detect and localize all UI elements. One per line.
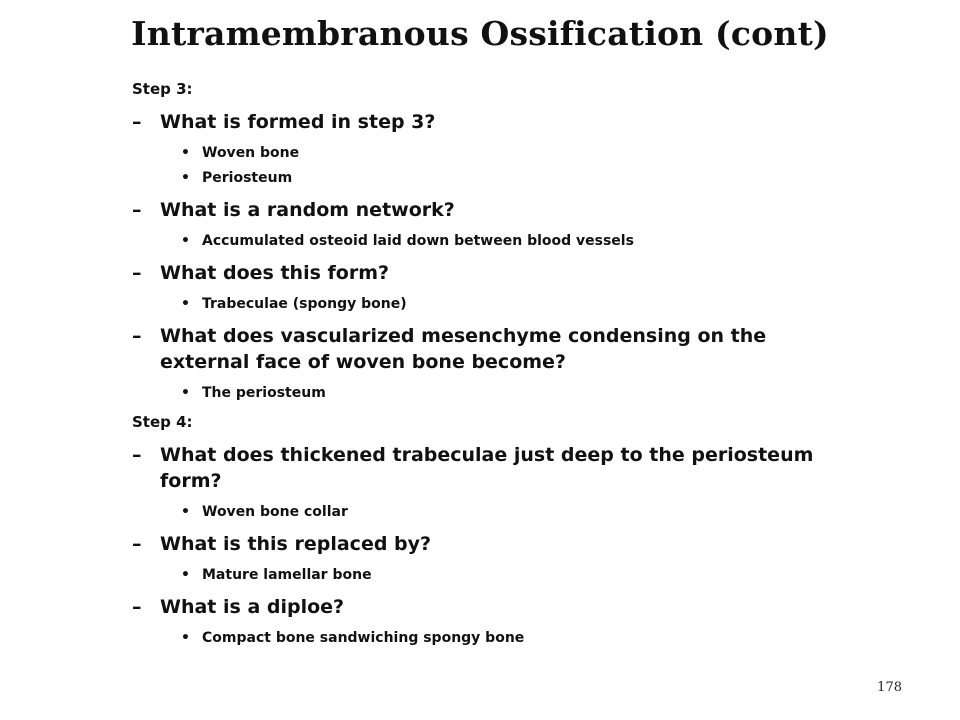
dot-bullet: • — [181, 504, 190, 520]
answer-item — [132, 232, 832, 250]
dash-bullet: – — [132, 533, 142, 555]
answer-item — [132, 384, 832, 402]
answer-item — [132, 295, 832, 313]
question-item — [132, 323, 832, 375]
dot-bullet: • — [181, 296, 190, 312]
answer-text: Woven bone — [202, 145, 300, 161]
question-item — [132, 109, 832, 135]
question-item — [132, 531, 832, 557]
answer-item — [132, 503, 832, 521]
question-text: What does this form? — [160, 262, 390, 284]
answer-item — [132, 629, 832, 647]
step-heading: Step 4: — [132, 413, 193, 431]
question-item — [132, 260, 832, 286]
page-number: 178 — [877, 680, 902, 695]
answer-text: Mature lamellar bone — [202, 567, 372, 583]
dash-bullet: – — [132, 262, 142, 284]
dot-bullet: • — [181, 145, 190, 161]
dot-bullet: • — [181, 385, 190, 401]
question-item — [132, 594, 832, 620]
answer-text: Woven bone collar — [202, 504, 348, 520]
answer-text: Accumulated osteoid laid down between blood vessels — [202, 233, 634, 249]
dash-bullet: – — [132, 325, 142, 347]
dash-bullet: – — [132, 444, 142, 466]
question-item — [132, 197, 832, 223]
dash-bullet: – — [132, 199, 142, 221]
dot-bullet: • — [181, 233, 190, 249]
slide-content — [132, 80, 832, 647]
answer-text: Periosteum — [202, 170, 293, 186]
question-text: What does vascularized mesenchyme condensing on the external face of woven bone become? — [160, 325, 767, 373]
dot-bullet: • — [181, 630, 190, 646]
answer-item — [132, 566, 832, 584]
answer-text: The periosteum — [202, 385, 326, 401]
answer-item — [132, 169, 832, 187]
question-item — [132, 442, 832, 494]
answer-item — [132, 144, 832, 162]
dot-bullet: • — [181, 567, 190, 583]
question-text: What does thickened trabeculae just deep to the periosteum form? — [160, 444, 814, 492]
dash-bullet: – — [132, 111, 142, 133]
question-text: What is a random network? — [160, 199, 455, 221]
answer-text: Compact bone sandwiching spongy bone — [202, 630, 525, 646]
question-text: What is formed in step 3? — [160, 111, 436, 133]
question-text: What is this replaced by? — [160, 533, 432, 555]
dash-bullet: – — [132, 596, 142, 618]
step-heading: Step 3: — [132, 80, 193, 98]
slide-title: Intramembranous Ossification (cont) — [131, 14, 829, 53]
answer-text: Trabeculae (spongy bone) — [202, 296, 407, 312]
dot-bullet: • — [181, 170, 190, 186]
question-text: What is a diploe? — [160, 596, 345, 618]
